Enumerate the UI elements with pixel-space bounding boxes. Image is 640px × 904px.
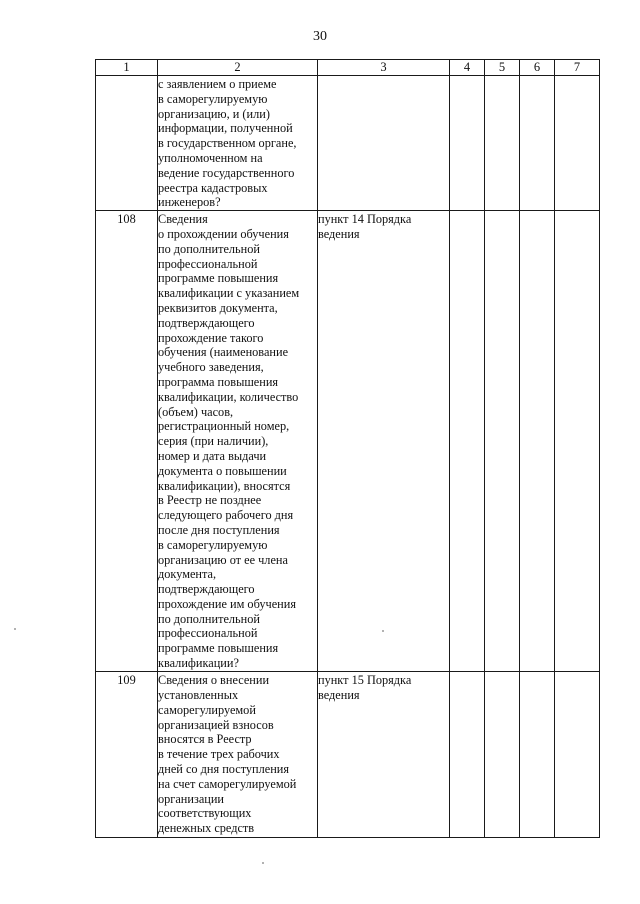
question-text: Сведения о внесении установленных саморегулируемой организацией взносов вносятся в Реестр в течение трех рабочих дней со дня поступления на счет саморегулируемой организации соответствующих денежных средств: [158, 673, 297, 836]
column-header-6: 6: [520, 60, 555, 76]
column-header-7: 7: [555, 60, 600, 76]
column-header-4: 4: [450, 60, 485, 76]
legal-basis-text: пункт 14 Порядка ведения: [318, 212, 412, 241]
answer-cell-4: [450, 672, 485, 838]
column-header-5: 5: [485, 60, 520, 76]
legal-basis-cell: [318, 672, 450, 838]
table-row: [96, 211, 600, 672]
row-number-cell: [96, 672, 158, 838]
answer-cell-7: [555, 211, 600, 672]
column-header-1: 1: [96, 60, 158, 76]
question-cell: [158, 672, 318, 838]
question-text: Сведения о прохождении обучения по дополнительной профессиональной программе повышения квалификации с указанием реквизитов документа, подтверждающего прохождение такого обучения (наименование учебного заведения, программа повышения квалификации, количество (объем) часов, регистрационный номер, серия (при наличии), номер и дата выдачи документа о повышении квалификации), вносятся в Реестр не позднее следующего рабочего дня после дня поступления в саморегулируемую организацию от ее члена документа, подтверждающего прохождение им обучения по дополнительной профессиональной программе повышения квалификации?: [158, 212, 300, 671]
legal-basis-cell: [318, 76, 450, 211]
row-number-cell: [96, 76, 158, 211]
scan-speck: [14, 628, 16, 630]
table-row: [96, 76, 600, 211]
row-number: [96, 76, 157, 77]
question-cell: [158, 76, 318, 211]
answer-cell-5: [485, 76, 520, 211]
scan-speck: [262, 862, 264, 864]
question-text: с заявлением о приеме в саморегулируемую организацию, и (или) информации, полученной в государственном органе, уполномоченном на ведение государственного реестра кадастровых инженеров?: [158, 77, 297, 210]
answer-cell-6: [520, 76, 555, 211]
legal-basis-cell: [318, 211, 450, 672]
answer-cell-4: [450, 76, 485, 211]
answer-cell-7: [555, 76, 600, 211]
row-number-cell: [96, 211, 158, 672]
row-number: 109: [117, 673, 136, 688]
question-cell: [158, 211, 318, 672]
column-header-3: 3: [318, 60, 450, 76]
legal-basis-text: пункт 15 Порядка ведения: [318, 673, 412, 702]
legal-basis-text: [318, 76, 449, 77]
row-number: 108: [117, 212, 136, 227]
answer-cell-6: [520, 672, 555, 838]
header-row: [96, 60, 600, 76]
answer-cell-6: [520, 211, 555, 672]
page-number: 30: [313, 29, 327, 44]
answer-cell-5: [485, 672, 520, 838]
answer-cell-4: [450, 211, 485, 672]
column-header-2: 2: [158, 60, 318, 76]
answer-cell-5: [485, 211, 520, 672]
table-row: [96, 672, 600, 838]
scan-speck: [382, 630, 384, 632]
checklist-table: [95, 59, 600, 838]
answer-cell-7: [555, 672, 600, 838]
